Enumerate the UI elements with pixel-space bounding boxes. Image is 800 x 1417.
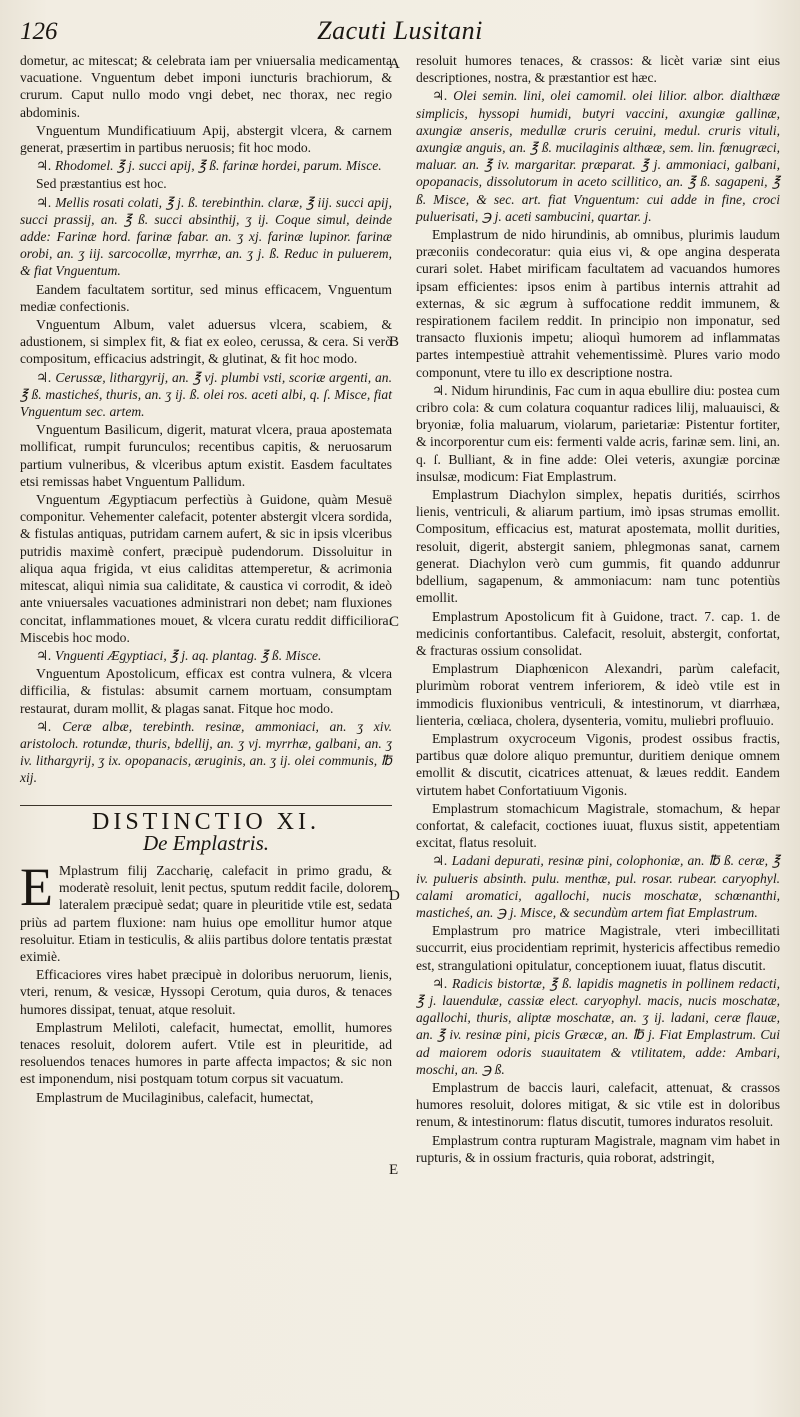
recipe-paragraph: ♃. Radicis bistortæ, ℥ ß. lapidis magnetis in pollinem redacti, ℥ j. lauendulæ, cassiæ elect. caryophyl. macis, nucis moschatæ, agallochi, thuris, aliptæ moschatæ, an. ʒ ij. ladani, ceræ flauæ, an. ℥ iv. resinæ pini, picis Græcæ, an. ℔ j. Fiat Emplastrum. Cui ad maiorem odoris suauitatem & vtilitatem, adde: Ambari, moschi, an. ℈ ß. bbox=[416, 975, 780, 1077]
right-column bbox=[416, 52, 780, 1166]
left-paragraph: Sed præstantius est hoc. bbox=[36, 176, 167, 192]
running-head bbox=[20, 14, 780, 54]
recipe-paragraph: ♃. Ladani depurati, resinæ pini, colophoniæ, an. ℔ ß. ceræ, ℥ iv. pulueris absinth. pulu. menthæ, pul. rosar. rubear. caryophyl. calami aromatici, agallochi, nucis moschatæ, schœnanthi, masticheś, an. ℈ j. Misce, & secundùm artem fiat Emplastrum. bbox=[416, 853, 780, 920]
page-number: 126 bbox=[20, 18, 58, 45]
section-title: De Emplastris. bbox=[143, 830, 269, 855]
left-paragraph: dometur, ac mitescat; & celebrata iam per vniuersalia medicamenta vacuatione. Vnguentum debet imponi iuncturis brachiorum, & crurum. Caput nullo modo vngi debet, nec thorax, nec regio abdominis. bbox=[20, 53, 392, 120]
left-column bbox=[20, 52, 392, 1106]
left-paragraph: Efficaciores vires habet præcipuè in doloribus neruorum, lienis, vteri, renum, & vesicæ, Hyssopi Cerotum, quia duros, & tenaces humores dissipat, tenuat, atque resoluit. bbox=[20, 967, 392, 1017]
right-paragraph: Emplastrum contra rupturam Magistrale, magnam vim habet in rupturis, & in ossium fracturis, quia roborat, adstringit, bbox=[416, 1132, 780, 1165]
right-paragraph: Emplastrum Apostolicum fit à Guidone, tract. 7. cap. 1. de medicinis confortantibus. Calefacit, resoluit, abstergit, confortat, & fracturas ossium consolidat. bbox=[416, 608, 780, 658]
distinctio-heading: DISTINCTIO XI. bbox=[20, 805, 392, 831]
margin-letter-d: D bbox=[389, 888, 400, 904]
left-paragraph: Emplastrum de Mucilaginibus, calefacit, humectat, bbox=[36, 1089, 314, 1105]
right-paragraph: ♃. Nidum hirundinis, Fac cum in aqua ebullire diu: postea cum cribro cola: & cum colatura coquantur radices lilij, maluauisci, & bryoniæ, folia maluarum, violarum, parietariæ: Pistentur fortiter, & incorporentur cum eis: fermenti valde acris, farinæ sem. lini, an. q. ſ. Bulliant, & in fine adde: Olei veteris, axungiæ porcinæ insulsæ, modicum: Fiat Emplastrum. bbox=[416, 382, 780, 484]
margin-letter-a: A bbox=[389, 56, 400, 72]
recipe-paragraph: ♃. Olei semin. lini, olei camomil. olei lilior. albor. dialthææ simplicis, hyssopi humidi, butyri vaccini, axungiæ gallinæ, axungiæ anseris, medullæ cruris ceruini, medul. cruris vituli, axungiæ anguis, an. ℥ ß. mucilaginis althææ, sem. lin. fœnugræci, maluar. an. ℥ iv. margaritar. præparat. ℥ j. ammoniaci, galbani, opopanacis, dissolutorum in aceto scillitico, an. ℥ ß. sagapeni, ℥ ß. Misce, & sec. art. fiat Vnguentum: cui adde in fine, croci puluerisati, ℈ j. aceti sambucini, quartar. j. bbox=[416, 88, 780, 224]
left-paragraph: Vnguentum Ægyptiacum perfectiùs à Guidone, quàm Mesuë componitur. Vehementer calefacit, potenter abstergit vlcera sordida, & fistulas antiquas, putridam carnem aufert, & sic in ipsis vlceribus putridis maximè confert, præcipuè pudendorum. Dissoluitur in aliqua aqua frigida, vt eius caliditas attemperetur, & acrimonia mitescat, aliquì nimia sua caliditate, & caustica vi corrodit, & ideò ante vniuersales vacuationes administrari non debet; nam fluxiones concitat, inflammationes mouet, & vlcera curatu reddit difficiliora. Miscebis hoc modo. bbox=[20, 492, 392, 645]
left-paragraph: Emplastrum Meliloti, calefacit, humectat, emollit, humores tenaces resoluit, dolorem aufert. Vtile est in pleuritide, ad resoluendos tenaces humores in parte affecta impactos; & sic non est imponendum, nisi postquam totum corpus sit vacuatum. bbox=[20, 1019, 392, 1087]
recipe-paragraph: ♃. Cerussæ, lithargyrij, an. ℥ vj. plumbi vsti, scoriæ argenti, an. ℥ ß. masticheś, thuris, an. ʒ ij. ß. olei ros. aceti albi, q. ſ. Misce, fiat Vnguentum sec. artem. bbox=[20, 369, 392, 420]
running-title: Zacuti Lusitani bbox=[317, 16, 483, 45]
right-paragraph: resoluit humores tenaces, & crassos: & licèt variæ sint eius descriptiones, nostra, & præstantior est hæc. bbox=[416, 53, 780, 86]
margin-letter-c: C bbox=[389, 614, 400, 630]
dropcap-letter: E bbox=[20, 856, 53, 917]
margin-letter-e: E bbox=[389, 1162, 399, 1178]
recipe-paragraph: ♃. Ceræ albæ, terebinth. resinæ, ammoniaci, an. ʒ xiv. aristoloch. rotundæ, thuris, bdellij, an. ʒ vj. myrrhæ, galbani, an. ʒ iv. lithargyrij, ʒ ix. opopanacis, æruginis, an. ʒ ij. olei communis, ℔ xij. bbox=[20, 718, 392, 786]
right-paragraph: Emplastrum de nido hirundinis, ab omnibus, plurimis laudum præconiis condecoratur: quia eius vi, & ope angina desperata curari solet. Habet mirificam facultatem ad vacuandos humores ipsam efficientes: ipsos enim à partibus internis attrahit ad externas, & sic ægrum à suffocatione reddit immunem, & respirationem facilem reddit. In principio non imponatur, sed transacto fluxionis impetu; alioquì humorem ad inflammatas partes intempestiuè attrahit vehementissimè. Plures vario modo componunt, vtere tu illo ex descriptione nostra. bbox=[416, 227, 780, 380]
dropcap-paragraph-text: Mplastrum filij Zaccharię, calefacit in primo gradu, & moderatè resoluit, lenit pectus, sputum reddit facile, dolorem lateralem præcipuè sedat; quare in pleuritide vtile est, sedata priùs ad partem fluxione: nam huius ope emollitur humor atque resoluitur. Etiam in testiculis, & aliis partibus dolore tentatis præstat eximiè. bbox=[20, 862, 392, 964]
recipe-paragraph: ♃. Vnguenti Ægyptiaci, ℥ j. aq. plantag. ℥ ß. Misce. bbox=[36, 647, 322, 663]
right-paragraph: Emplastrum pro matrice Magistrale, vteri imbecillitati succurrit, eius procidentiam reprimit, hystericis affectibus remedio est, strangulationi opitulatur, conceptionem iuuat, flatus discutit. bbox=[416, 923, 780, 973]
right-paragraph: Emplastrum Diachylon simplex, hepatis duritiés, scirrhos lienis, ventriculi, & aliarum partium, imò ipsas strumas emollit. Compositum, efficacius est, maturat apostemata, mollit durities, resoluit, digerit, abstergit saniem, phlegmonas sanat, carnem generat. Diachylon verò cum gummis, fit quando addunrur bdellium, sagapenum, & ammoniacum: nam tunc potentiùs emollit. bbox=[416, 487, 780, 606]
right-paragraph: Emplastrum Diaphœnicon Alexandri, parùm calefacit, plurimùm roborat ventrem inferiorem, & ideò vtile est in immodicis fluxionibus ventriculi, & intestinorum, vt diarrhæa, lienteria, cœliaca, cholera, dysenteria, vomitu, muliebri profluuio. bbox=[416, 661, 780, 728]
left-paragraph: Vnguentum Basilicum, digerit, maturat vlcera, praua apostemata mollificat, rumpit furunculos; recentibus capitis, & neruosarum partium vulneribus, & vlceribus aptum existit. Easdem facultates etsi remissas habet Vnguentum Pallidum. bbox=[20, 422, 392, 489]
margin-letter-b: B bbox=[389, 334, 400, 350]
left-paragraph: Vnguentum Apostolicum, efficax est contra vulnera, & vlcera difficilia, & fistulas: absumit carnem mortuam, consumptam restaurat, duram mollit, & plagas sanat. Fitque hoc modo. bbox=[20, 666, 392, 716]
left-paragraph: Vnguentum Mundificatiuum Apij, abstergit vlcera, & carnem generat, præsertim in partibus neruosis; fit hoc modo. bbox=[20, 122, 392, 156]
dropcap-paragraph bbox=[20, 856, 392, 965]
left-paragraph: Eandem facultatem sortitur, sed minus efficacem, Vnguentum mediæ confectionis. bbox=[20, 281, 392, 314]
recipe-paragraph: ♃. Rhodomel. ℥ j. succi apij, ℥ ß. farinæ hordei, parum. Misce. bbox=[36, 158, 382, 174]
right-paragraph: Emplastrum oxycroceum Vigonis, prodest ossibus fractis, partibus quæ dolore aliquo premuntur, duritiem denique omnem emollit & discutit, cicatrices attenuat, & læues reddit. Eandem virtutem habet Confortatiuum Vigonis. bbox=[416, 730, 780, 798]
right-paragraph: Emplastrum stomachicum Magistrale, stomachum, & hepar confortat, & calefacit, coctiones iuuat, fluxus sistit, appetentiam excitat, flatus resoluit. bbox=[416, 800, 780, 851]
right-paragraph: Emplastrum de baccis lauri, calefacit, attenuat, & crassos humores resoluit, dolores mitigat, & sic vtile est in doloribus renum, & intestinorum: flatus discutit, tumores induratos resoluit. bbox=[416, 1079, 780, 1130]
recipe-paragraph: ♃. Mellis rosati colati, ℥ j. ß. terebinthin. claræ, ℥ iij. succi apij, succi prassij, an. ℥ ß. succi absinthij, ʒ ij. Coque simul, deinde adde: Farinæ hord. farinæ fabar. an. ʒ xj. farinæ lupinor. farinæ orobi, an. ʒ iij. sarcocollæ, myrrhæ, an. ʒ j. ß. Reduc in puluerem, & fiat Vnguentum. bbox=[20, 194, 392, 279]
left-paragraph: Vnguentum Album, valet aduersus vlcera, scabiem, & adustionem, si simplex fit, & fiat ex eoleo, cerussa, & cera. Si verò compositum, efficacius adstringit, & glutinat, & fit hoc modo. bbox=[20, 317, 392, 367]
